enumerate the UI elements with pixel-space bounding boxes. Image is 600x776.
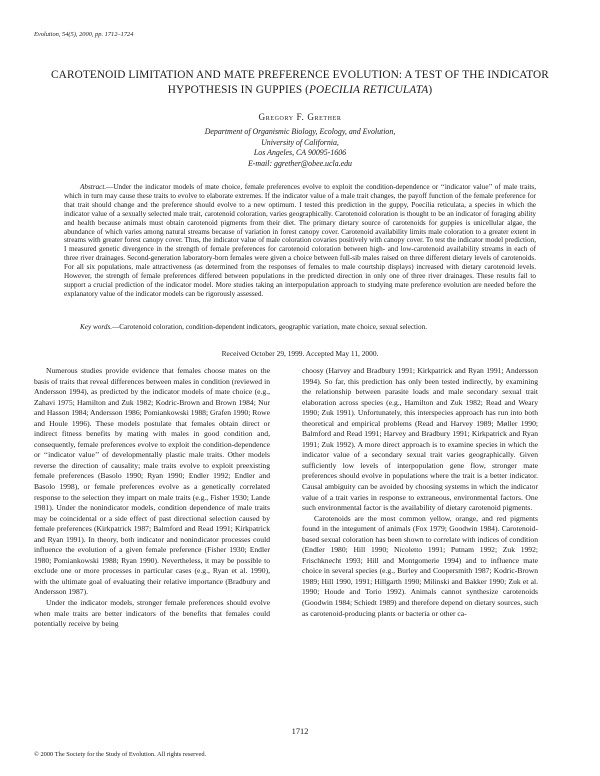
- received-dates: Received October 29, 1999. Accepted May 11, 2000.: [221, 349, 379, 358]
- title-close: ): [428, 84, 433, 96]
- abstract: [64, 183, 536, 299]
- author-email: E-mail: ggrether@obee.ucla.edu: [247, 158, 353, 168]
- copyright-notice: © 2000 The Society for the Study of Evolution. All rights reserved.: [34, 751, 207, 758]
- title-species: POECILIA RETICULATA: [309, 84, 429, 96]
- affiliation-line: Los Angeles, CA 90095-1606: [253, 148, 347, 158]
- body-paragraph: choosy (Harvey and Bradbury 1991; Kirkpatrick and Ryan 1991; Andersson 1994). So far, this prediction has only been tested indirectly, by examining the relationship between parasite loads and male secondary sexual trait elaboration across species (e.g., Hamilton and Zuk 1982; Read and Weary 1990; Zuk 1991). Unfortunately, this interspecies approach has run into both theoretical and empirical problems (Read and Harvey 1989; Møller 1990; Balmford and Read 1991; Harvey and Bradbury 1991; Kirkpatrick and Ryan 1991; Zuk 1992). A more direct approach is to examine species in which the indicator value of a secondary sexual trait varies geographically. Given sufficiently low levels of interpopulation gene flow, stronger mate preferences should evolve in populations where the trait is a better indicator. Causal ambiguity can be avoided by choosing systems in which the indicator value of a trait varies in response to extraneous, environmental factors. One such environmental factor is the availability of dietary carotenoid pigments.: [302, 366, 538, 513]
- affiliation-line: Department of Organismic Biology, Ecology, and Evolution,: [204, 127, 396, 136]
- body-paragraph: Numerous studies provide evidence that females choose mates on the basis of traits that reveal differences between males in condition (reviewed in Andersson 1994), as predicted by the indicator models of mate choice (e.g., Zahavi 1975; Hamilton and Zuk 1982; Kodric-Brown and Brown 1984; Nur and Hasson 1984; Andersson 1986; Pomiankowski 1988; Grafen 1990; Rowe and Houle 1996). These models postulate that females obtain direct or indirect fitness benefits by mating with males in good condition and, consequently, female preferences evolve to exploit the condition-dependence or ‘‘indicator value’’ of developmentally plastic male traits. Other models reverse the direction of causality; male traits evolve to exploit preexisting female preferences (Basolo 1990; Ryan 1990; Endler 1992; Endler and Basolo 1998), or female preferences evolve as a genetically correlated response to the selection they impart on male traits (e.g., Fisher 1930; Lande 1981). Under the nonindicator models, condition dependence of male traits may be coincidental or a side effect of past directional selection caused by female preferences (Kirkpatrick 1987; Balmford and Read 1991; Kirkpatrick and Ryan 1991). In theory, both indicator and nonindicator processes could influence the evolution of a given female preference (Fisher 1930; Endler 1980; Pomiankowski 1988; Ryan 1990). Nevertheless, it may be possible to exclude one or more processes in particular cases (e.g., Ryan et al. 1990), with the ultimate goal of evaluating their relative importance (Bradbury and Andersson 1987).: [34, 366, 270, 597]
- abstract-lead: Abstract.: [80, 183, 107, 191]
- keywords-lead: Key words.: [80, 323, 113, 331]
- keywords: [64, 323, 536, 332]
- article-title: [30, 68, 570, 98]
- journal-citation: Evolution, 54(5), 2000, pp. 1712–1724: [34, 31, 134, 38]
- title-main: CAROTENOID LIMITATION AND MATE PREFERENCE EVOLUTION: A TEST OF THE INDICATOR HYPOTHESIS IN GUPPIES (: [51, 69, 549, 96]
- abstract-text: —Under the indicator models of mate choice, female preferences evolve to exploit the condition-dependence or ‘‘indicator value’’ of male traits, which in turn may cause these traits to evolve to elaborate extremes. If the indicator value of a male trait changes, the payoff function of the female preference for that trait should change and the preference should evolve to a new optimum. I tested this prediction in the guppy, Poecilia reticulata, a species in which the indicator value of a sexually selected male trait, carotenoid coloration, varies geographically. Carotenoid coloration is thought to be an indicator of foraging ability and health because animals must obtain carotenoid pigments from their diet. The primary dietary source of carotenoids for guppies is unicellular algae, the abundance of which varies among natural streams because of variation in forest canopy cover. Carotenoid availability limits male coloration to a greater extent in streams with greater forest canopy cover. Thus, the indicator value of male coloration covaries positively with canopy cover. To test the indicator model prediction, I measured genetic divergence in the strength of female preferences for carotenoid coloration between high- and low-carotenoid availability streams in each of three river drainages. Second-generation laboratory-born females were given a choice between full-sib males raised on three different dietary levels of carotenoids. For all six populations, male attractiveness (as determined from the responses of females to male courtship displays) increased with dietary carotenoid levels. However, the strength of female preferences differed between populations in the predicted direction in only one of three river drainages. These results fail to support a crucial prediction of the indicator model. More studies taking an interpopulation approach to studying mate preference evolution are needed before the explanatory value of the indicator models can be rigorously assessed.: [64, 183, 536, 298]
- affiliation-line: University of California,: [261, 137, 339, 147]
- body-column-left: [34, 366, 270, 630]
- page-number: 1712: [291, 727, 309, 736]
- body-paragraph: Under the indicator models, stronger female preferences should evolve when male traits are better indicators of the benefits that females could potentially receive by being: [34, 598, 270, 629]
- body-column-right: [302, 366, 538, 619]
- body-paragraph: Carotenoids are the most common yellow, orange, and red pigments found in the integument of animals (Fox 1979; Goodwin 1984). Carotenoid-based sexual coloration has been shown to correlate with indices of condition (Endler 1980; Hill 1990; Nicoletto 1991; Putnam 1992; Zuk 1992; Frischknecht 1993; Hill and Montgomerie 1994) and to influence mate choice in several species (e.g., Burley and Coopersmith 1987; Kodric-Brown 1989; Hill 1990, 1991; Hillgarth 1990; Milinski and Bakker 1990; Zuk et al. 1990; Houde and Torio 1992). Animals cannot synthesize carotenoids (Goodwin 1984; Schiedt 1989) and therefore depend on dietary sources, such as carotenoid-producing plants or bacteria or other ca-: [302, 513, 538, 618]
- author-name: Gregory F. Grether: [258, 112, 342, 122]
- keywords-text: —Carotenoid coloration, condition-dependent indicators, geographic variation, mate choice, sexual selection.: [112, 323, 428, 331]
- author-affiliation: [0, 127, 600, 169]
